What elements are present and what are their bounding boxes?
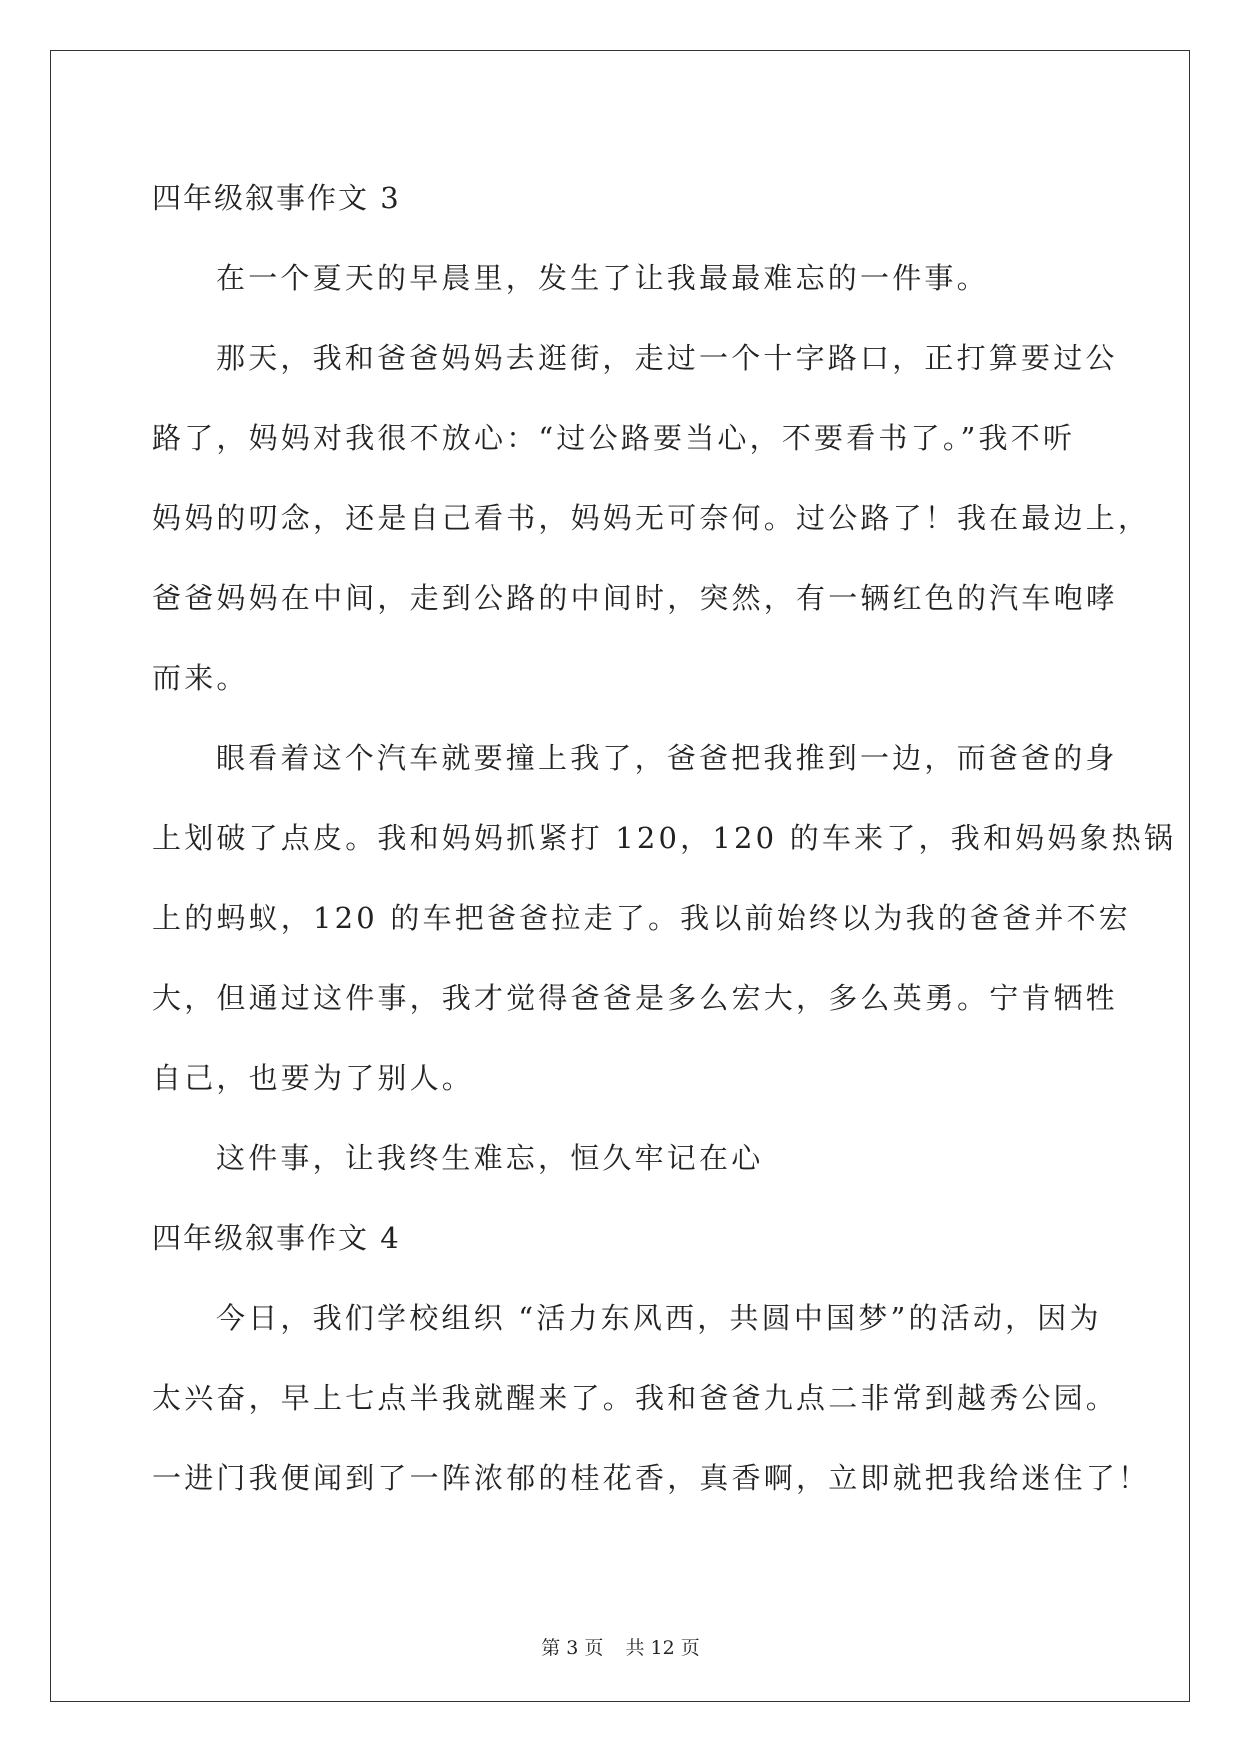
page-footer [0,1633,1241,1660]
paragraph-line: 今日，我们学校组织 “活力东风西，共圆中国梦”的活动，因为 [216,1301,1102,1335]
paragraph-line: 眼看着这个汽车就要撞上我了，爸爸把我推到一边，而爸爸的身 [216,741,1118,775]
section-heading: 四年级叙事作文 3 [152,181,401,215]
paragraph-line: 爸爸妈妈在中间，走到公路的中间时，突然，有一辆红色的汽车咆哮 [152,581,1119,615]
paragraph-line: 这件事，让我终生难忘，恒久牢记在心 [216,1141,764,1175]
paragraph-line: 太兴奋，早上七点半我就醒来了。我和爸爸九点二非常到越秀公园。 [152,1381,1119,1415]
paragraph [152,1118,1092,1198]
paragraph-line: 而来。 [152,661,249,695]
section-heading: 四年级叙事作文 4 [152,1221,401,1255]
page-number: 第 3 页 [541,1637,604,1659]
paragraph [152,238,1092,318]
paragraph-line: 上划破了点皮。我和妈妈抓紧打 120，120 的车来了，我和妈妈象热锅 [152,821,1177,855]
paragraph [152,1278,1151,1518]
paragraph-line: 那天，我和爸爸妈妈去逛街，走过一个十字路口，正打算要过公 [216,341,1118,375]
paragraph-line: 路了，妈妈对我很不放心：“过公路要当心，不要看书了。”我不听 [152,421,1076,455]
paragraph-line: 在一个夏天的早晨里，发生了让我最最难忘的一件事。 [216,261,989,295]
paragraph-line: 上的蚂蚁，120 的车把爸爸拉走了。我以前始终以为我的爸爸并不宏 [152,901,1131,935]
document-body [152,158,1177,1518]
page-total: 共 12 页 [625,1637,700,1659]
paragraph-line: 大，但通过这件事，我才觉得爸爸是多么宏大，多么英勇。宁肯牺牲 [152,981,1119,1015]
paragraph-line: 妈妈的叨念，还是自己看书，妈妈无可奈何。过公路了！我在最边上， [152,501,1151,535]
paragraph [152,318,1151,718]
paragraph-line: 一进门我便闻到了一阵浓郁的桂花香，真香啊，立即就把我给迷住了！ [152,1461,1151,1495]
paragraph [152,718,1177,1118]
paragraph-line: 自己，也要为了别人。 [152,1061,475,1095]
